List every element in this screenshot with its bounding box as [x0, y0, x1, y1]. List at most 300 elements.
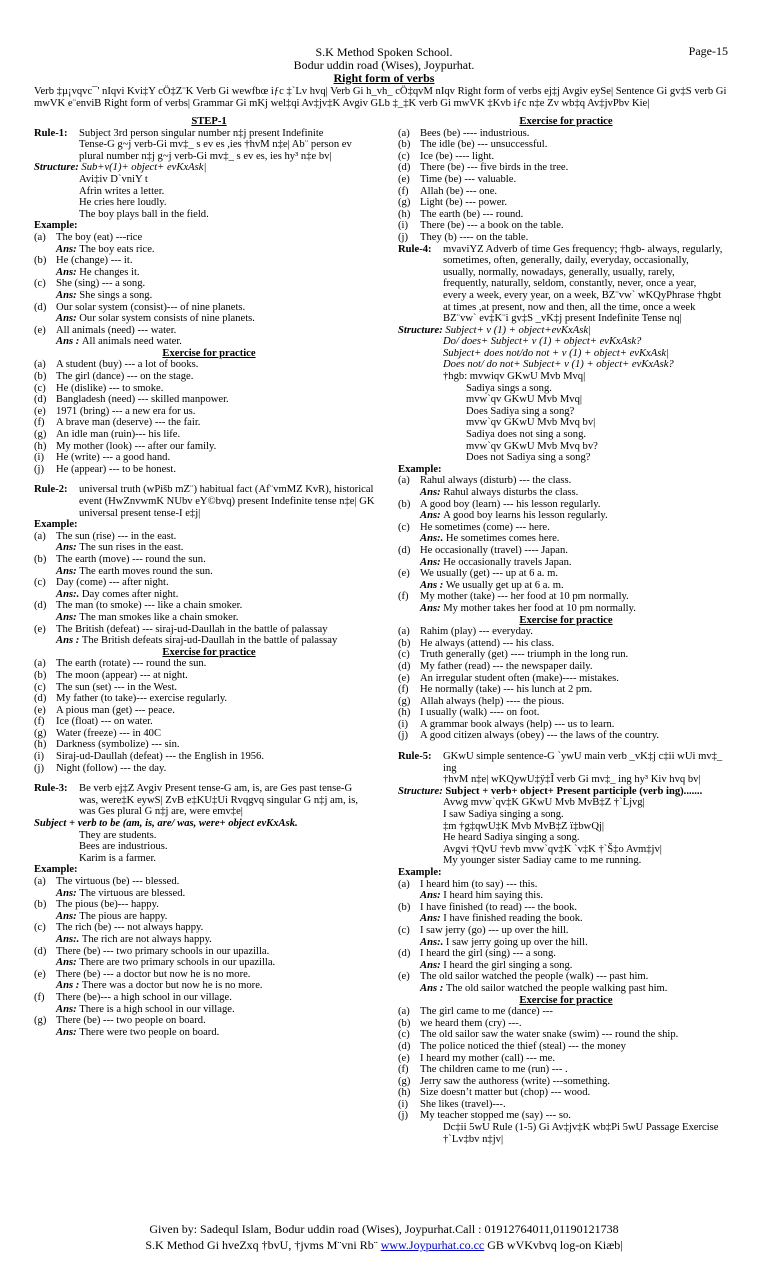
item-text: Ice (be) ---- light. [420, 150, 495, 162]
item-text: I have finished (to read) --- the book. [420, 901, 578, 913]
example-answer [34, 336, 384, 348]
item-text: He normally (take) --- his lunch at 2 pm. [420, 684, 593, 696]
item-label: (c) [398, 924, 410, 936]
answer-label: Ans: [56, 542, 80, 554]
example-question [34, 946, 384, 958]
item-label: (b) [34, 669, 47, 681]
item-text: A good boy (learn) --- his lesson regularly. [420, 498, 601, 510]
item-text: A pious man (get) --- peace. [56, 704, 175, 716]
item-label: (d) [398, 1040, 411, 1052]
item-label: (j) [398, 1110, 408, 1122]
left-column [34, 116, 384, 1038]
sample-sentence: Avgvi †QvU †evb mvw`qv‡K `v‡K †`Š‡o Avm‡jv| [443, 843, 662, 855]
example-answer [34, 980, 384, 992]
rule-text: was, were‡K eywS| ZvB e‡KU‡Ui Rvqgvq singular G n‡j am, is, [79, 794, 358, 806]
item-label: (g) [398, 1075, 411, 1087]
answer-text: We usually get up at 6 a. m. [445, 579, 564, 591]
item-label: (d) [34, 600, 47, 612]
item-label: (a) [398, 1006, 410, 1018]
rule-text: BZ¨vw` ev‡K¨i gv‡S _vK‡j present Indefinite Tense nq| [443, 313, 682, 325]
list-item [34, 464, 384, 476]
answer-label: Ans: [56, 313, 80, 325]
item-text: Jerry saw the authoress (write) ---something. [420, 1075, 611, 1087]
list-item [34, 751, 384, 763]
item-text: I heard him (to say) --- this. [420, 878, 538, 890]
answer-text: The British defeats siraj-ud-Daullah in the battle of palassay [81, 635, 338, 647]
example-question [34, 577, 384, 589]
item-label: (i) [398, 1098, 408, 1110]
rule-text: was Ges plural G n‡j are, were emv‡e| [79, 806, 243, 818]
rule-text: †hvM n‡e| wKQywU‡ÿ‡Î verb Gi mv‡_ ing hy³ Kiv hvq bv| [443, 774, 701, 786]
list-item [398, 626, 734, 638]
practice-list [398, 1006, 734, 1122]
list-item [398, 174, 734, 186]
example-question [34, 624, 384, 636]
item-label: (h) [398, 208, 411, 220]
example-list [34, 232, 384, 348]
item-text: The virtuous (be) --- blessed. [56, 876, 180, 887]
list-item [398, 128, 734, 140]
answer-label: Ans: [420, 487, 444, 498]
item-label: (g) [398, 695, 411, 707]
sample-sentence: Sadiya sings a song. [466, 382, 552, 394]
item-text: A brave man (deserve) --- the fair. [56, 417, 201, 429]
example-answer [398, 603, 734, 615]
item-label: (d) [398, 544, 411, 556]
item-label: (e) [398, 971, 410, 983]
item-text: There (be) --- two primary schools in our upazilla. [56, 945, 270, 957]
rule-text: sometimes, often, generally, daily, everyday, occasionally, [443, 255, 689, 267]
structure-form: Does not/ do not+ Subject+ v (1) + object+ evKxAsk? [443, 359, 674, 371]
item-text: Truth generally (get) ---- triumph in the long run. [420, 649, 629, 661]
item-text: We usually (get) --- up at 6 a. m. [420, 568, 558, 580]
item-label: (g) [34, 1015, 47, 1027]
item-text: A student (buy) --- a lot of books. [56, 359, 199, 371]
structure-text: Subject + verb+ object+ Present participle (verb ing)....... [445, 785, 703, 797]
answer-text: Our solar system consists of nine planets. [79, 313, 255, 325]
practice-heading: Exercise for practice [162, 646, 256, 658]
structure-label: Structure: [398, 785, 443, 797]
item-label: (f) [398, 684, 409, 696]
list-item [34, 728, 384, 740]
answer-label: Ans: [420, 890, 444, 902]
list-item [34, 705, 384, 717]
rule-text-block [443, 244, 722, 325]
sample-sentence: mvw`qv GKwU Mvb Mvq| [466, 394, 583, 406]
example-list [398, 475, 734, 614]
item-text: The girl (dance) --- on the stage. [56, 371, 194, 383]
list-item [34, 452, 384, 464]
item-label: (h) [34, 739, 47, 751]
answer-text: Day comes after night. [81, 588, 179, 600]
structure-label: Structure: [398, 324, 443, 336]
example-question [398, 948, 734, 960]
list-item [398, 1018, 734, 1030]
list-item [398, 696, 734, 708]
structure-line [398, 325, 734, 337]
item-text: I heard the girl (sing) --- a song. [420, 948, 556, 960]
answer-label: Ans : [420, 579, 446, 591]
answer-label: Ans: [420, 556, 444, 568]
item-label: (j) [398, 231, 408, 243]
item-text: 1971 (bring) --- a new era for us. [56, 405, 196, 417]
answer-text: The virtuous are blessed. [79, 887, 186, 899]
sample-sentences [34, 830, 384, 865]
answer-label: Ans:. [56, 933, 82, 945]
item-text: Bees (be) ---- industrious. [420, 127, 530, 139]
example-answer [34, 957, 384, 969]
item-label: (b) [398, 637, 411, 649]
item-text: She likes (travel)---. [420, 1098, 506, 1110]
answer-label: Ans : [56, 980, 82, 992]
rule-4 [398, 244, 734, 325]
school-name: S.K Method Spoken School. [315, 45, 453, 59]
example-answer [34, 911, 384, 923]
example-label: Example: [398, 463, 442, 475]
example-question [398, 545, 734, 557]
example-answer [398, 580, 734, 592]
practice-list [398, 626, 734, 742]
item-label: (f) [34, 417, 45, 429]
answer-text: All animals need water. [81, 336, 182, 348]
item-label: (b) [398, 901, 411, 913]
sample-sentence: Afrin writes a letter. [79, 185, 165, 197]
answer-label: Ans: [56, 266, 80, 278]
list-item [34, 658, 384, 670]
footer-contact: Given by: Sadequl Islam, Bodur uddin road (Wises), Joypurhat.Call : 01912764011,01190121738 [149, 1222, 619, 1236]
rule-text: every a week, every year, on a week, BZ¨vw` wKQyPhrase †hgbt [443, 289, 722, 301]
answer-text: There is a high school in our village. [79, 1003, 235, 1015]
item-label: (f) [34, 991, 45, 1003]
example-answer [34, 313, 384, 325]
example-question [398, 902, 734, 914]
item-label: (h) [34, 440, 47, 452]
list-item [34, 693, 384, 705]
sample-sentence: Avwg mvw`qv‡K GKwU Mvb MvB‡Z †`Ljvg| [443, 797, 645, 809]
example-answer [34, 934, 384, 946]
example-question [34, 531, 384, 543]
item-text: The idle (be) --- unsuccessful. [420, 139, 548, 151]
item-text: A good citizen always (obey) --- the laws of the country. [420, 730, 660, 742]
item-text: There (be) --- five birds in the tree. [420, 162, 569, 174]
answer-text: I have finished reading the book. [443, 913, 583, 925]
item-text: Siraj-ud-Daullah (defeat) --- the English in 1956. [56, 751, 264, 763]
list-item [398, 719, 734, 731]
item-text: The rich (be) --- not always happy. [56, 922, 204, 934]
rule-label: Rule-3: [34, 783, 68, 795]
list-item [398, 730, 734, 742]
example-answer [34, 612, 384, 624]
rule-text: universal present tense-I e‡j| [79, 507, 201, 519]
item-label: (e) [398, 568, 410, 580]
item-text: The earth (move) --- round the sun. [56, 553, 206, 565]
practice-heading: Exercise for practice [519, 614, 613, 626]
answer-label: Ans: [56, 243, 80, 255]
structure-text: Subject+ v (1) + object+evKxAsk| [445, 324, 591, 336]
footer-text: S.K Method Gi hveZxq †bvU, †jvms M¨vni Rb¨ [145, 1238, 378, 1252]
item-text: I usually (walk) ---- on foot. [420, 707, 540, 719]
answer-label: Ans: [420, 510, 444, 522]
item-label: (a) [398, 475, 410, 487]
item-text: The old sailor saw the water snake (swim) --- round the ship. [420, 1029, 679, 1041]
footer-text: GB wVKvbvq log-on Kiæb| [487, 1238, 623, 1252]
example-answer [34, 589, 384, 601]
list-item [398, 1110, 734, 1122]
item-text: The children came to me (run) --- . [420, 1064, 568, 1076]
item-label: (c) [34, 922, 46, 934]
example-answer [34, 1004, 384, 1016]
example-question [34, 302, 384, 314]
item-label: (b) [34, 371, 47, 383]
example-question [398, 591, 734, 603]
example-question [398, 879, 734, 891]
sample-sentence: Karim is a farmer. [79, 852, 157, 864]
item-label: (e) [398, 672, 410, 684]
example-answer [398, 913, 734, 925]
rule-text: frequently, naturally, seldom, constantly, never, once a year, [443, 278, 697, 290]
example-question [34, 325, 384, 337]
example-answer [398, 983, 734, 995]
item-label: (g) [398, 197, 411, 209]
example-question [398, 925, 734, 937]
answer-text: The boy eats rice. [79, 243, 155, 255]
item-text: She (sing) --- a song. [56, 278, 146, 290]
example-label: Example: [398, 867, 442, 878]
item-text: He always (attend) --- his class. [420, 637, 555, 649]
rule-5 [398, 751, 734, 786]
list-item [398, 186, 734, 198]
item-text: Size doesn’t matter but (chop) --- wood. [420, 1087, 591, 1099]
item-text: Allah (be) --- one. [420, 185, 498, 197]
item-text: He (dislike) --- to smoke. [56, 382, 164, 394]
answer-label: Ans : [56, 635, 82, 647]
item-text: Bangladesh (need) --- skilled manpower. [56, 394, 229, 406]
sample-sentence: mvw`qv GKwU Mvb Mvq bv| [466, 417, 596, 429]
item-text: He sometimes (come) --- here. [420, 521, 550, 533]
rule-2 [34, 484, 384, 519]
item-text: The earth (rotate) --- round the sun. [56, 658, 207, 670]
item-label: (j) [398, 730, 408, 742]
practice-list [34, 359, 384, 475]
item-text: An idle man (ruin)--- his life. [56, 429, 181, 441]
answer-label: Ans: [56, 611, 80, 623]
item-text: we heard them (cry) ---. [420, 1017, 522, 1029]
item-label: (f) [398, 591, 409, 603]
item-label: (f) [34, 716, 45, 728]
answer-label: Ans: [56, 887, 80, 899]
item-text: The girl came to me (dance) --- [420, 1006, 553, 1018]
rule-label: Rule-1: [34, 127, 68, 139]
item-label: (i) [398, 718, 408, 730]
item-label: (b) [34, 553, 47, 565]
item-label: (e) [398, 173, 410, 185]
item-label: (b) [398, 139, 411, 151]
answer-label: Ans:. [420, 936, 446, 948]
item-text: My mother (look) --- after our family. [56, 440, 217, 452]
example-question [34, 554, 384, 566]
example-answer [398, 533, 734, 545]
item-text: The sun (rise) --- in the east. [56, 530, 177, 542]
answer-label: Ans: [56, 289, 80, 301]
rule-label: Rule-4: [398, 243, 432, 255]
list-item [398, 1006, 734, 1018]
example-answer [398, 937, 734, 949]
item-label: (f) [398, 1064, 409, 1076]
item-label: (d) [34, 693, 47, 705]
example-question [34, 232, 384, 244]
item-text: He (appear) --- to be honest. [56, 463, 177, 475]
structure-text: Sub+v(1)+ object+ evKxAsk| [81, 162, 207, 174]
sample-sentence: ‡m †g‡qwU‡K Mvb MvB‡Z ï‡bwQj| [443, 820, 605, 832]
item-label: (g) [34, 429, 47, 441]
list-item [34, 383, 384, 395]
page-number: Page-15 [688, 44, 728, 58]
example-answer [34, 244, 384, 256]
answer-label: Ans: [56, 910, 80, 922]
school-address: Bodur uddin road (Wises), Joypurhat. [293, 58, 475, 72]
item-text: There (be) --- a doctor but now he is no more. [56, 968, 251, 980]
list-item [34, 763, 384, 775]
answer-label: Ans: [420, 602, 444, 614]
answer-text: I heard the girl singing a song. [443, 959, 573, 971]
sample-sentence: I saw Sadiya singing a song. [443, 809, 564, 821]
example-question [398, 568, 734, 580]
sample-sentences [398, 797, 734, 867]
sample-sentence: He heard Sadiya singing a song. [443, 832, 580, 844]
example-question [34, 255, 384, 267]
example-question [34, 992, 384, 1004]
list-item [398, 151, 734, 163]
item-text: My father (read) --- the newspaper daily. [420, 660, 593, 672]
item-text: The old sailor watched the people (walk) --- past him. [420, 971, 649, 983]
item-label: (e) [34, 704, 46, 716]
answer-label: Ans : [56, 336, 82, 348]
example-answer [398, 487, 734, 499]
example-answer [398, 557, 734, 569]
answer-label: Ans: [420, 913, 444, 925]
item-label: (b) [34, 899, 47, 911]
example-list [34, 531, 384, 647]
list-item [398, 197, 734, 209]
item-label: (c) [398, 649, 410, 661]
list-item [398, 1041, 734, 1053]
rule-text: Be verb ej‡Z Avgiv Present tense-G am, is, are Ges past tense-G [79, 783, 353, 795]
answer-text: He sometimes comes here. [445, 533, 560, 545]
item-text: My teacher stopped me (say) --- so. [420, 1110, 571, 1122]
list-item [398, 162, 734, 174]
item-label: (g) [34, 727, 47, 739]
answer-label: Ans: [56, 957, 80, 969]
item-label: (d) [398, 948, 411, 960]
item-text: There (be)--- a high school in our village. [56, 991, 232, 1003]
list-item [34, 716, 384, 728]
example-question [398, 499, 734, 511]
rule-text: mvaviYZ Adverb of time Ges frequency; †hgb- always, regularly, [443, 243, 723, 255]
example-label: Example: [34, 519, 78, 531]
practice-list [398, 128, 734, 244]
item-label: (a) [34, 876, 46, 887]
structure-line [34, 162, 384, 174]
list-item [34, 371, 384, 383]
item-text: The pious (be)--- happy. [56, 899, 159, 911]
item-label: (a) [398, 878, 410, 890]
item-label: (b) [398, 1017, 411, 1029]
item-text: My mother (take) --- her food at 10 pm normally. [420, 591, 629, 603]
answer-label: Ans:. [420, 533, 446, 545]
item-text: A grammar book always (help) --- us to learn. [420, 718, 615, 730]
answer-text: The rich are not always happy. [81, 933, 212, 945]
rule-text: usually, normally, nowadays, generally, usually, rarely, [443, 266, 675, 278]
answer-text: My mother takes her food at 10 pm normally. [443, 602, 636, 614]
list-item [34, 417, 384, 429]
answer-label: Ans: [56, 1003, 80, 1015]
rule-label: Rule-5: [398, 751, 432, 763]
answer-text: I heard him saying this. [443, 890, 544, 902]
answer-text: There are two primary schools in our upazilla. [79, 957, 276, 969]
example-question [34, 600, 384, 612]
list-item [34, 406, 384, 418]
item-label: (c) [34, 278, 46, 290]
list-item [398, 673, 734, 685]
structure-form: Do/ does+ Subject+ v (1) + object+ evKxAsk? [443, 336, 642, 348]
list-item [398, 139, 734, 151]
item-label: (e) [34, 623, 46, 635]
item-text: An irregular student often (make)---- mistakes. [420, 672, 619, 684]
sample-sentences [34, 186, 384, 221]
list-item [398, 638, 734, 650]
answer-label: Ans:. [56, 588, 82, 600]
rule-text: at times ,at present, now and then, all the time, once a week [443, 301, 696, 313]
item-text: Ice (float) --- on water. [56, 716, 153, 728]
item-label: (h) [398, 707, 411, 719]
item-label: (a) [34, 658, 46, 670]
example-question [34, 1015, 384, 1027]
list-item [398, 1087, 734, 1099]
item-label: (f) [398, 185, 409, 197]
rule-text: event (HwZnvwmK NUbv eY©bvq) present Indefinite tense n‡e| GK [79, 496, 375, 507]
passage-note: Dc‡ii 5wU Rule (1-5) Gi Av‡jv‡K wb‡Pi 5wU Passage Exercise †`Lv‡bv n‡jv| [443, 1122, 719, 1145]
answer-text: She sings a song. [79, 289, 153, 301]
sample-sentence: Does not Sadiya sing a song? [466, 452, 591, 464]
example-label: Example: [34, 220, 78, 232]
website-link[interactable]: www.Joypurhat.co.cc [380, 1238, 485, 1252]
answer-label: Ans: [56, 1026, 80, 1038]
item-text: Darkness (symbolize) --- sin. [56, 739, 180, 751]
sample-sentence: Does Sadiya sing a song? [466, 405, 575, 417]
item-label: (j) [34, 463, 44, 475]
item-label: (i) [34, 751, 44, 763]
example-question [398, 522, 734, 534]
item-text: Day (come) --- after night. [56, 577, 169, 589]
item-label: (d) [398, 162, 411, 174]
item-text: All animals (need) --- water. [56, 324, 177, 336]
example-answer [398, 960, 734, 972]
example-answer [34, 542, 384, 554]
item-label: (d) [34, 945, 47, 957]
list-item [34, 441, 384, 453]
item-label: (d) [34, 301, 47, 313]
item-label: (h) [398, 1087, 411, 1099]
list-item [398, 649, 734, 661]
answer-text: The earth moves round the sun. [79, 565, 213, 577]
item-text: The sun (set) --- in the West. [56, 681, 178, 693]
sample-sentence: He cries here loudly. [79, 197, 167, 209]
item-text: Rahim (play) --- everyday. [420, 626, 533, 638]
item-text: Night (follow) --- the day. [56, 762, 167, 774]
list-item [34, 739, 384, 751]
answer-label: Ans : [420, 982, 446, 994]
item-text: There (be) --- two people on board. [56, 1015, 206, 1027]
